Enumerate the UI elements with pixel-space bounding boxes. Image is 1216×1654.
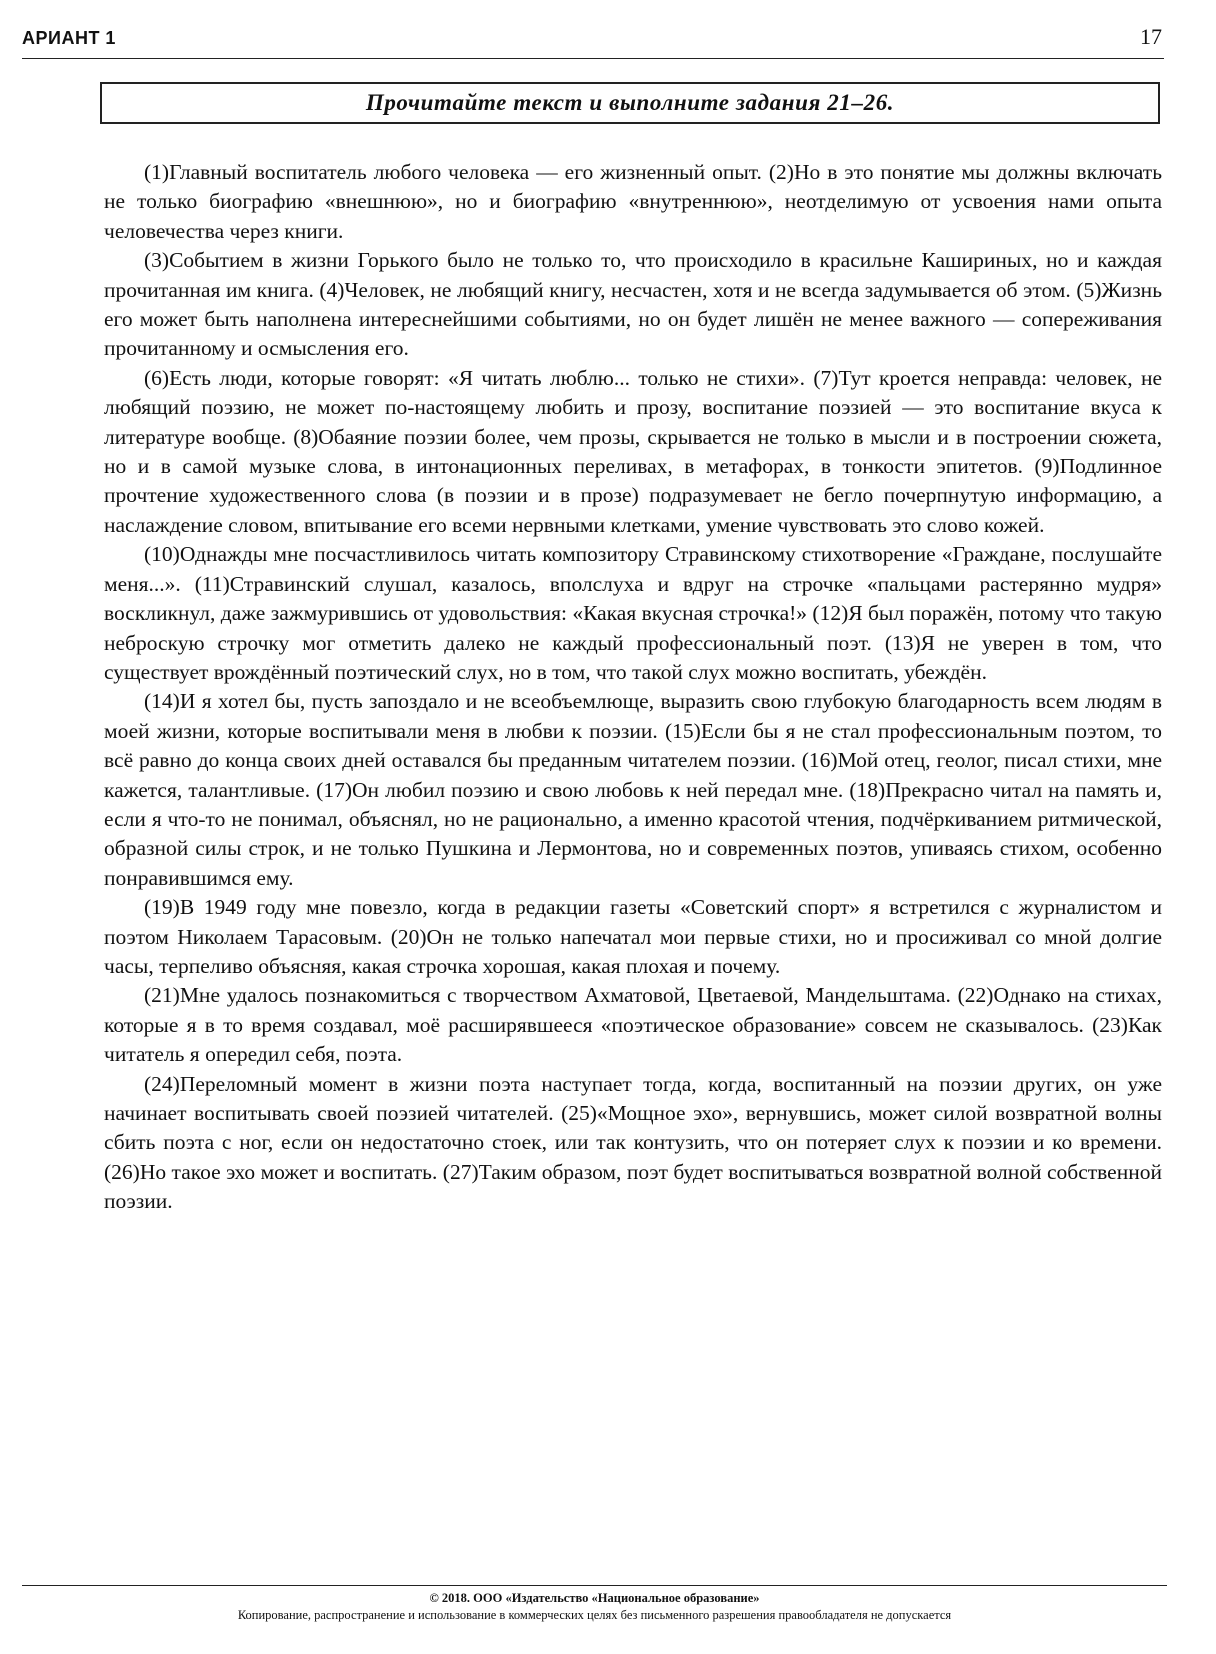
reading-text: [104, 158, 1162, 1217]
paragraph: (10)Однажды мне посчастливилось читать композитору Стравинскому стихотворение «Граждане, послушайте меня...». (11)Стравинский слушал, казалось, вполслуха и вдруг на строчке «пальцами растерянно мудря» воскликнул, даже зажмурившись от удовольствия: «Какая вкусная строчка!» (12)Я был поражён, потому что такую неброскую строчку мог отметить далеко не каждый профессиональный поэт. (13)Я не уверен в том, что существует врождённый поэтический слух, но в том, что такой слух можно воспитать, убеждён.: [104, 542, 1162, 684]
variant-label: АРИАНТ 1: [22, 28, 116, 48]
task-instruction-box: [100, 82, 1160, 124]
page-footer: [22, 1590, 1167, 1624]
page-number: 17: [1140, 24, 1162, 49]
paragraph: (21)Мне удалось познакомиться с творчеством Ахматовой, Цветаевой, Мандельштама. (22)Однако на стихах, которые я в то время создавал, моё расширявшееся «поэтическое образование» совсем не сказывалось. (23)Как читатель я опередил себя, поэта.: [104, 983, 1162, 1067]
paragraph: (14)И я хотел бы, пусть запоздало и не всеобъемлюще, выразить свою глубокую благодарность всем людям в моей жизни, которые воспитывали меня в любви к поэзии. (15)Если бы я не стал профессиональным поэтом, то всё равно до конца своих дней оставался бы преданным читателем поэзии. (16)Мой отец, геолог, писал стихи, мне кажется, талантливые. (17)Он любил поэзию и свою любовь к ней передал мне. (18)Прекрасно читал на память и, если я что-то не понимал, объяснял, но не рационально, а именно красотой чтения, подчёркиванием ритмической, образной силы строк, и не только Пушкина и Лермонтова, но и современных поэтов, упиваясь стихом, особенно понравившимся ему.: [104, 689, 1162, 890]
paragraph: (3)Событием в жизни Горького было не только то, что происходило в красильне Кашириных, но и каждая прочитанная им книга. (4)Человек, не любящий книгу, несчастен, хотя и не всегда задумывается об этом. (5)Жизнь его может быть наполнена интереснейшими событиями, но он будет лишён не менее важного — сопереживания прочитанному и осмысления его.: [104, 248, 1162, 361]
paragraph: (19)В 1949 году мне повезло, когда в редакции газеты «Советский спорт» я встретился с журналистом и поэтом Николаем Тарасовым. (20)Он не только напечатал мои первые стихи, но и просиживал со мной долгие часы, терпеливо объясняя, какая строчка хорошая, какая плохая и почему.: [104, 895, 1162, 978]
copyright-line: © 2018. ООО «Издательство «Национальное образование»: [429, 1591, 760, 1605]
paragraph: (24)Переломный момент в жизни поэта наступает тогда, когда, воспитанный на поэзии других, он уже начинает воспитывать своей поэзией читателей. (25)«Мощное эхо», вернувшись, может силой возвратной волны сбить поэта с ног, если он недостаточно стоек, или так контузить, что он потеряет слух к поэзии и ко времени. (26)Но такое эхо может и воспитать. (27)Таким образом, поэт будет воспитываться возвратной волной собственной поэзии.: [104, 1071, 1162, 1214]
copyright-notice: Копирование, распространение и использование в коммерческих целях без письменного разрешения правообладателя не допускается: [237, 1608, 952, 1622]
footer-divider: [22, 1585, 1167, 1586]
paragraph: (6)Есть люди, которые говорят: «Я читать люблю... только не стихи». (7)Тут кроется неправда: человек, не любящий поэзию, не может по-настоящему любить и прозу, воспитание поэзией — это воспитание вкуса к литературе вообще. (8)Обаяние поэзии более, чем прозы, скрывается не только в мысли и в построении сюжета, но и в самой музыке слова, в интонационных переливах, в метафорах, в тонкости эпитетов. (9)Подлинное прочтение художественного слова (в поэзии и в прозе) подразумевает не бегло почерпнутую информацию, а наслаждение словом, впитывание его всеми нервными клетками, умение чувствовать это слово кожей.: [104, 365, 1162, 537]
task-instruction: Прочитайте текст и выполните задания 21–26.: [365, 90, 895, 115]
header-divider: [22, 58, 1164, 59]
page-header: [22, 24, 1162, 56]
paragraph: (1)Главный воспитатель любого человека — его жизненный опыт. (2)Но в это понятие мы должны включать не только биографию «внешнюю», но и биографию «внутреннюю», неотделимую от усвоения нами опыта человечества через книги.: [104, 160, 1162, 243]
